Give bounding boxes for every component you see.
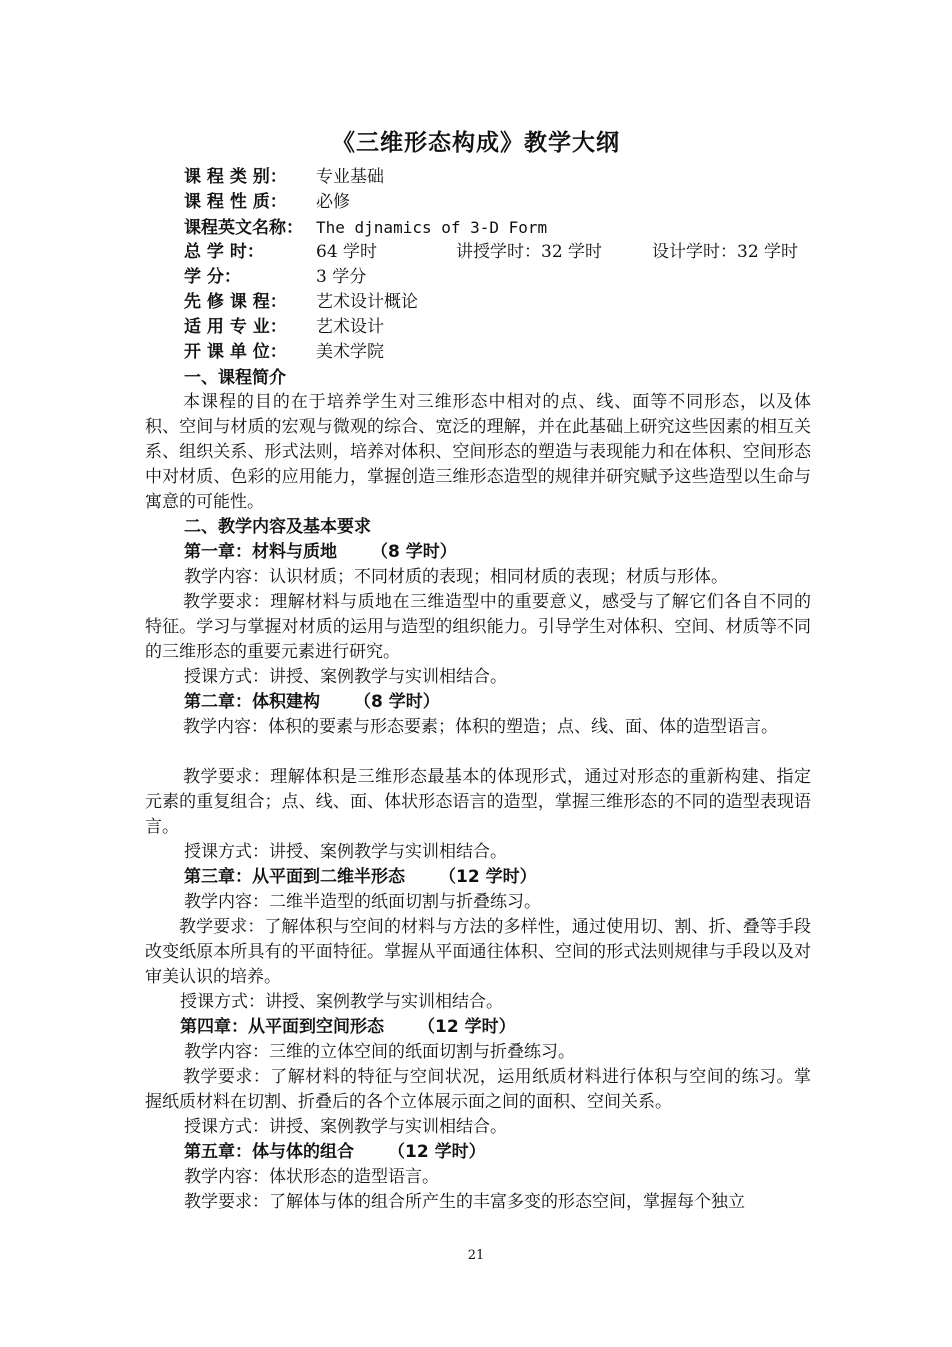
chapter-heading	[184, 540, 457, 565]
chapter-method: 授课方式：讲授、案例教学与实训相结合。	[184, 1117, 507, 1137]
meta-value: 专业基础	[316, 167, 384, 187]
page-title: 《三维形态构成》教学大纲	[332, 130, 620, 156]
meta-label: 开 课 单 位：	[184, 342, 287, 362]
chapter-content: 教学内容：体积的要素与形态要素；体积的塑造；点、线、面、体的造型语言。	[183, 717, 778, 737]
chapter-heading	[180, 1015, 516, 1040]
chapter-content: 教学内容：体状形态的造型语言。	[184, 1167, 439, 1187]
meta-lecture-hours: 讲授学时：32 学时	[456, 242, 603, 262]
chapter-method: 授课方式：讲授、案例教学与实训相结合。	[184, 667, 507, 687]
chapter-requirement: 教学要求：了解体与体的组合所产生的丰富多变的形态空间，掌握每个独立	[184, 1192, 745, 1212]
chapter-content: 教学内容：二维半造型的纸面切割与折叠练习。	[184, 892, 541, 912]
meta-design-hours: 设计学时：32 学时	[652, 242, 799, 262]
chapter-heading	[184, 1140, 486, 1165]
meta-label: 学 分：	[184, 267, 241, 287]
meta-value: 必修	[316, 192, 350, 212]
chapter-content: 教学内容：认识材质；不同材质的表现；相同材质的表现；材质与形体。	[184, 567, 728, 587]
chapter-method: 授课方式：讲授、案例教学与实训相结合。	[180, 992, 503, 1012]
meta-label: 适 用 专 业：	[184, 317, 287, 337]
meta-nature	[184, 190, 350, 215]
chapter-heading	[184, 865, 537, 890]
chapter-requirement: 教学要求：了解体积与空间的材料与方法的多样性，通过使用切、割、折、叠等手段改变纸原本所具有的平面特征。掌握从平面通往体积、空间的形式法则规律与手段以及对审美认识的培养。	[145, 917, 811, 987]
meta-value: 美术学院	[316, 342, 384, 362]
course-intro-paragraph: 本课程的目的在于培养学生对三维形态中相对的点、线、面等不同形态，以及体积、空间与材质的宏观与微观的综合、宽泛的理解，并在此基础上研究这些因素的相互关系、组织关系、形式法则，培养对体积、空间形态的塑造与表现能力和在体积、空间形态中对材质、色彩的应用能力，掌握创造三维形态造型的规律并研究赋予这些造型以生命与寓意的可能性。	[145, 392, 811, 512]
meta-label: 课程英文名称：	[184, 218, 303, 238]
meta-credits	[184, 265, 366, 290]
chapter-title: 第五章：体与体的组合	[184, 1142, 354, 1162]
meta-major	[184, 315, 384, 340]
meta-label: 先 修 课 程：	[184, 292, 287, 312]
chapter-requirement: 教学要求：了解材料的特征与空间状况，运用纸质材料进行体积与空间的练习。掌握纸质材料在切割、折叠后的各个立体展示面之间的面积、空间关系。	[145, 1067, 811, 1112]
meta-unit	[184, 340, 384, 365]
meta-value: The djnamics of 3-D Form	[316, 218, 548, 237]
chapter-title: 第二章：体积建构	[184, 692, 320, 712]
page-number: 21	[467, 1248, 485, 1263]
meta-hours	[184, 240, 799, 265]
chapter-requirement: 教学要求：理解体积是三维形态最基本的体现形式，通过对形态的重新构建、指定元素的重复组合；点、线、面、体状形态语言的造型，掌握三维形态的不同的造型表现语言。	[145, 767, 811, 837]
meta-prerequisite	[184, 290, 418, 315]
chapter-hours: （8 学时）	[371, 542, 457, 562]
chapter-title: 第三章：从平面到二维半形态	[184, 867, 405, 887]
meta-value: 64 学时	[316, 242, 378, 262]
meta-value: 3 学分	[316, 267, 367, 287]
chapter-hours: （12 学时）	[439, 867, 537, 887]
section-heading: 二、教学内容及基本要求	[184, 517, 371, 537]
chapter-content: 教学内容：三维的立体空间的纸面切割与折叠练习。	[184, 1042, 575, 1062]
meta-value: 艺术设计概论	[316, 292, 418, 312]
chapter-hours: （12 学时）	[388, 1142, 486, 1162]
meta-label: 课 程 类 别：	[184, 167, 287, 187]
meta-label: 课 程 性 质：	[184, 192, 287, 212]
chapter-title: 第一章：材料与质地	[184, 542, 337, 562]
chapter-requirement: 教学要求：理解材料与质地在三维造型中的重要意义，感受与了解它们各自不同的特征。学习与掌握对材质的运用与造型的组织能力。引导学生对体积、空间、材质等不同的三维形态的重要元素进行研究。	[145, 592, 811, 662]
meta-value: 艺术设计	[316, 317, 384, 337]
chapter-hours: （12 学时）	[418, 1017, 516, 1037]
chapter-method: 授课方式：讲授、案例教学与实训相结合。	[184, 842, 507, 862]
chapter-heading	[184, 690, 440, 715]
meta-category	[184, 165, 384, 190]
section-heading: 一、课程简介	[184, 368, 286, 388]
meta-english-name	[184, 215, 547, 241]
meta-label: 总 学 时：	[184, 242, 264, 262]
chapter-title: 第四章：从平面到空间形态	[180, 1017, 384, 1037]
chapter-hours: （8 学时）	[354, 692, 440, 712]
